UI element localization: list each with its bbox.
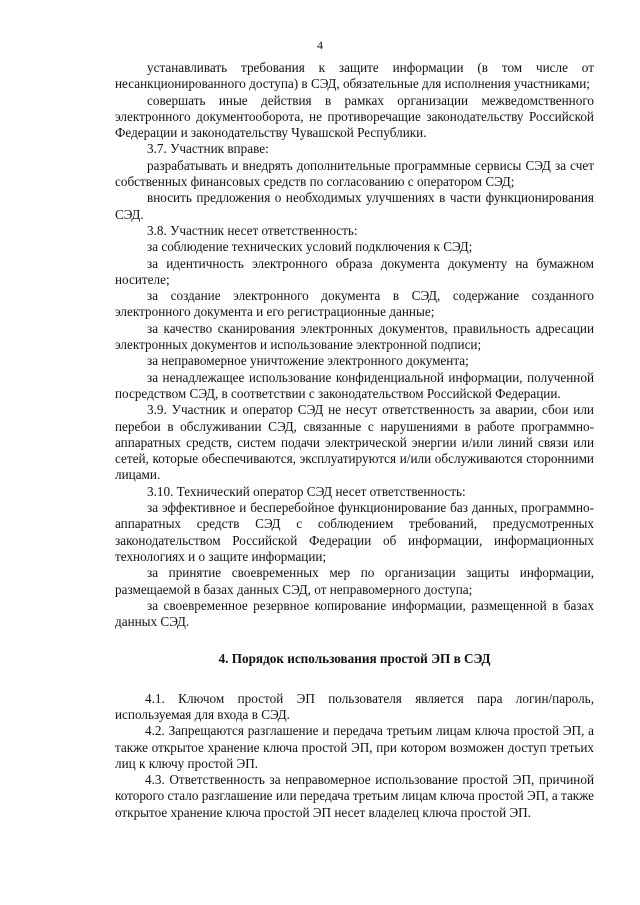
clause-3-10-title: 3.10. Технический оператор СЭД несет ответственность: <box>147 483 466 499</box>
paragraph: за идентичность электронного образа документа документу на бумажном носителе; <box>115 255 594 287</box>
clause-4-3: 4.3. Ответственность за неправомерное использование простой ЭП, причиной которого стало разглашение или передача третьим лицам ключа простой ЭП, а также открытое хранение ключа простой ЭП несет владелец ключа простой ЭП. <box>115 772 594 820</box>
paragraph: за неправомерное уничтожение электронного документа; <box>147 353 469 369</box>
paragraph: за ненадлежащее использование конфиденциальной информации, полученной посредством СЭД, в соответствии с законодательством Российской Федерации. <box>115 369 594 401</box>
clause-4-2: 4.2. Запрещаются разглашение и передача третьим лицам ключа простой ЭП, а также открытое хранение ключа простой ЭП, при котором возможен доступ третьих лиц к ключу простой ЭП. <box>115 723 594 771</box>
paragraph: вносить предложения о необходимых улучшениях в части функционирования СЭД. <box>115 190 594 222</box>
clause-4-1: 4.1. Ключом простой ЭП пользователя является пара логин/пароль, используемая для входа в СЭД. <box>115 690 594 722</box>
paragraph: устанавливать требования к защите информации (в том числе от несанкционированного доступа) в СЭД, обязательные для исполнения участниками; <box>115 60 594 92</box>
paragraph: за эффективное и бесперебойное функционирование баз данных, программно-аппаратных средств СЭД с соблюдением требований, предусмотренных законодательством Российской Федерации об информации, информационных технологиях и о защите информации; <box>115 500 594 564</box>
clause-3-7-title: 3.7. Участник вправе: <box>147 141 269 157</box>
section-4-heading: 4. Порядок использования простой ЭП в СЭД <box>218 651 491 667</box>
paragraph: за соблюдение технических условий подключения к СЭД; <box>147 239 473 255</box>
paragraph: разрабатывать и внедрять дополнительные программные сервисы СЭД за счет собственных финансовых средств по согласованию с оператором СЭД; <box>115 157 594 190</box>
paragraph: за создание электронного документа в СЭД, содержание созданного электронного документа и его регистрационные данные; <box>115 288 594 320</box>
page-number: 4 <box>317 38 323 52</box>
document-body <box>115 60 594 821</box>
clause-3-8-title: 3.8. Участник несет ответственность: <box>147 222 358 238</box>
clause-3-9: 3.9. Участник и оператор СЭД не несут ответственность за аварии, сбои или перебои в обслуживании СЭД, связанные с нарушениями в работе программно-аппаратных средств, систем подачи электрической энергии и/или линий связи или сетей, которые обеспечиваются, эксплуатируются и/или обслуживаются сторонними лицами. <box>115 402 594 483</box>
paragraph: совершать иные действия в рамках организации межведомственного электронного документооборота, не противоречащие законодательству Российской Федерации и законодательству Чувашской Республики. <box>115 92 594 141</box>
paragraph: за своевременное резервное копирование информации, размещенной в базах данных СЭД. <box>115 597 594 630</box>
paragraph: за принятие своевременных мер по организации защиты информации, размещаемой в базах данных СЭД, от неправомерного доступа; <box>115 565 594 597</box>
paragraph: за качество сканирования электронных документов, правильность адресации электронных документов и использование электронной подписи; <box>115 320 594 353</box>
